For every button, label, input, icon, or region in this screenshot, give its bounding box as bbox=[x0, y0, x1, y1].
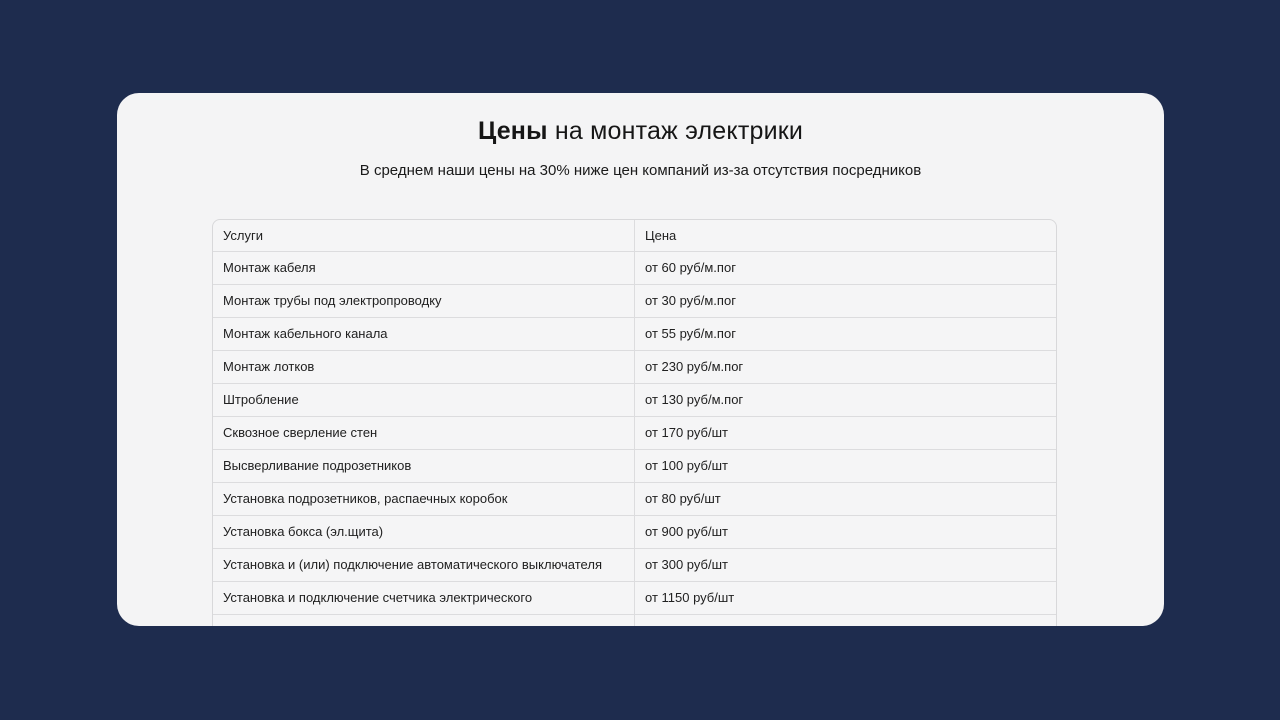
table-row bbox=[213, 284, 1056, 317]
service-cell: Монтаж кабеля bbox=[223, 260, 316, 275]
price-table-head bbox=[213, 220, 1056, 251]
page-title-rest: на монтаж электрики bbox=[547, 117, 804, 145]
price-table-body bbox=[213, 251, 1056, 626]
pricing-card bbox=[117, 93, 1164, 626]
table-row bbox=[213, 416, 1056, 449]
price-cell: от 900 руб/шт bbox=[635, 515, 1057, 548]
page-title-emphasis: Цены bbox=[477, 117, 548, 145]
price-cell: от 80 руб/шт bbox=[635, 482, 1057, 515]
service-cell: Установка бокса (эл.щита) bbox=[223, 524, 384, 539]
service-cell bbox=[213, 614, 635, 626]
service-cell: Установка подрозетников, распаечных коробок bbox=[223, 491, 508, 506]
price-cell: от 30 руб/м.пог bbox=[635, 284, 1057, 317]
table-row bbox=[213, 581, 1056, 614]
table-row bbox=[213, 317, 1056, 350]
table-row bbox=[213, 548, 1056, 581]
service-cell: Сквозное сверление стен bbox=[223, 425, 378, 440]
service-cell: Монтаж кабельного канала bbox=[223, 326, 388, 341]
table-row bbox=[213, 383, 1056, 416]
service-cell: Монтаж лотков bbox=[223, 359, 315, 374]
service-cell: Штробление bbox=[223, 392, 299, 407]
price-table-grid bbox=[213, 220, 1056, 626]
price-cell: от 1150 руб/шт bbox=[635, 581, 1057, 614]
price-cell: от 60 руб/м.пог bbox=[635, 251, 1057, 284]
price-cell: от 170 руб/шт bbox=[635, 416, 1057, 449]
service-cell: Установка и (или) подключение автоматического выключателя bbox=[223, 557, 602, 572]
price-cell bbox=[635, 614, 1057, 626]
service-cell: Монтаж трубы под электропроводку bbox=[223, 293, 442, 308]
price-cell: от 55 руб/м.пог bbox=[635, 317, 1057, 350]
table-row bbox=[213, 515, 1056, 548]
page-title bbox=[117, 117, 1164, 146]
column-header-services: Услуги bbox=[223, 227, 263, 243]
price-cell: от 130 руб/м.пог bbox=[635, 383, 1057, 416]
price-table bbox=[212, 219, 1057, 626]
table-row bbox=[213, 482, 1056, 515]
service-cell: Высверливание подрозетников bbox=[223, 458, 412, 473]
page-subtitle: В среднем наши цены на 30% ниже цен компаний из-за отсутствия посредников bbox=[359, 162, 922, 179]
table-row-partial bbox=[213, 614, 1056, 626]
table-row bbox=[213, 350, 1056, 383]
table-row bbox=[213, 449, 1056, 482]
table-row bbox=[213, 251, 1056, 284]
price-cell: от 100 руб/шт bbox=[635, 449, 1057, 482]
price-cell: от 300 руб/шт bbox=[635, 548, 1057, 581]
column-header-price: Цена bbox=[635, 220, 1057, 251]
service-cell: Установка и подключение счетчика электрического bbox=[223, 590, 533, 605]
header-row bbox=[213, 220, 1056, 251]
price-cell: от 230 руб/м.пог bbox=[635, 350, 1057, 383]
